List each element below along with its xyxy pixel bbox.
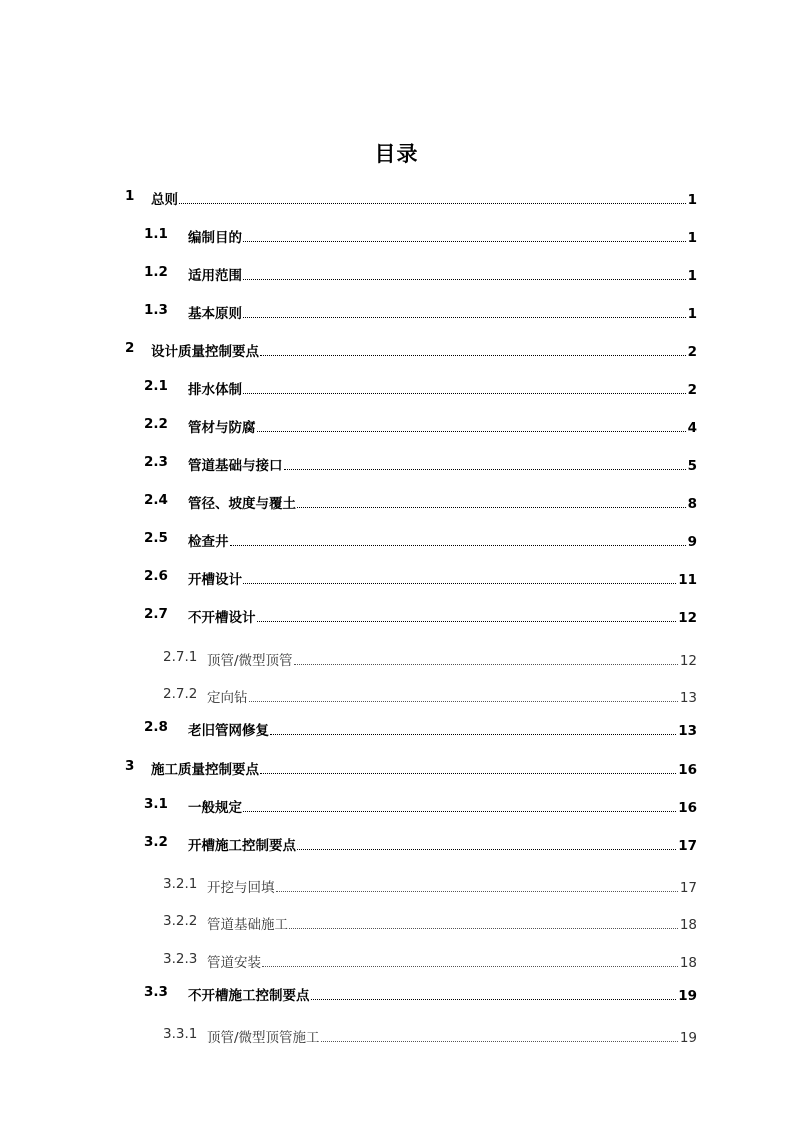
toc-label: 管道基础施工: [207, 917, 288, 933]
toc-label: 顶管/微型顶管施工: [207, 1030, 320, 1046]
toc-label: 管材与防腐: [188, 420, 256, 436]
toc-number: 2.7.1: [163, 649, 198, 665]
toc-entry[interactable]: [0, 606, 793, 626]
toc-number: 1.2: [144, 264, 168, 280]
toc-page-number: 2: [687, 382, 697, 398]
toc-page-number: 19: [678, 988, 697, 1004]
toc-entry[interactable]: [0, 492, 793, 512]
toc-page-number: 18: [679, 955, 697, 971]
toc-entry[interactable]: [0, 188, 793, 208]
toc-page-number: 19: [679, 1030, 697, 1046]
toc-label: 管道安装: [207, 955, 261, 971]
toc-entry[interactable]: [0, 302, 793, 322]
toc-entry[interactable]: [0, 1026, 793, 1046]
toc-page-number: 12: [678, 610, 697, 626]
toc-page-number: 11: [678, 572, 697, 588]
toc-label: 编制目的: [188, 230, 242, 246]
toc-leader: [249, 701, 678, 702]
toc-leader: [179, 203, 686, 204]
toc-leader: [243, 393, 686, 394]
toc-entry[interactable]: [0, 530, 793, 550]
toc-label: 管道基础与接口: [188, 458, 283, 474]
toc-label: 老旧管网修复: [188, 723, 269, 739]
toc-number: 2.7.2: [163, 686, 198, 702]
toc-page-number: 17: [679, 880, 697, 896]
toc-number: 2.6: [144, 568, 168, 584]
toc-leader: [270, 734, 676, 735]
toc-leader: [297, 507, 686, 508]
toc-number: 2.3: [144, 454, 168, 470]
toc-label: 基本原则: [188, 306, 242, 322]
toc-leader: [276, 891, 678, 892]
toc-page-number: 1: [687, 268, 697, 284]
toc-number: 2.5: [144, 530, 168, 546]
toc-entry[interactable]: [0, 796, 793, 816]
toc-page-number: 5: [687, 458, 697, 474]
toc-entry[interactable]: [0, 340, 793, 360]
toc-label: 检查井: [188, 534, 229, 550]
toc-page-number: 9: [687, 534, 697, 550]
toc-page-number: 1: [687, 192, 697, 208]
toc-number: 2.8: [144, 719, 168, 735]
toc-entry[interactable]: [0, 951, 793, 971]
toc-label: 总则: [151, 192, 178, 208]
toc-number: 1: [125, 188, 135, 204]
toc-number: 2.7: [144, 606, 168, 622]
toc-number: 2: [125, 340, 135, 356]
toc-label: 设计质量控制要点: [151, 344, 259, 360]
toc-page-number: 13: [678, 723, 697, 739]
toc-leader: [294, 664, 678, 665]
toc-page-number: 12: [679, 653, 697, 669]
toc-label: 一般规定: [188, 800, 242, 816]
toc-page-number: 17: [678, 838, 697, 854]
toc-entry[interactable]: [0, 226, 793, 246]
toc-label: 排水体制: [188, 382, 242, 398]
toc-number: 2.1: [144, 378, 168, 394]
toc-leader: [257, 621, 677, 622]
toc-entry[interactable]: [0, 876, 793, 896]
toc-label: 顶管/微型顶管: [207, 653, 293, 669]
toc-label: 施工质量控制要点: [151, 762, 259, 778]
toc-number: 3.2.2: [163, 913, 198, 929]
toc-entry[interactable]: [0, 378, 793, 398]
toc-page-number: 1: [687, 230, 697, 246]
toc-leader: [311, 999, 677, 1000]
toc-page-number: 8: [687, 496, 697, 512]
toc-entry[interactable]: [0, 416, 793, 436]
toc-title: 目录: [374, 142, 419, 166]
toc-number: 3.1: [144, 796, 168, 812]
toc-label: 不开槽设计: [188, 610, 256, 626]
toc-entry[interactable]: [0, 649, 793, 669]
toc-leader: [260, 773, 676, 774]
toc-number: 3.2.3: [163, 951, 198, 967]
toc-leader: [243, 583, 676, 584]
toc-label: 开槽设计: [188, 572, 242, 588]
toc-page-number: 16: [678, 800, 697, 816]
toc-number: 1.3: [144, 302, 168, 318]
toc-entry[interactable]: [0, 913, 793, 933]
toc-page-number: 1: [687, 306, 697, 322]
toc-leader: [262, 966, 678, 967]
toc-leader: [321, 1041, 678, 1042]
toc-leader: [260, 355, 686, 356]
toc-page-number: 13: [679, 690, 697, 706]
toc-page-number: 4: [687, 420, 697, 436]
toc-label: 不开槽施工控制要点: [188, 988, 310, 1004]
toc-number: 1.1: [144, 226, 168, 242]
toc-entry[interactable]: [0, 834, 793, 854]
toc-label: 适用范围: [188, 268, 242, 284]
toc-page-number: 2: [687, 344, 697, 360]
toc-leader: [243, 811, 676, 812]
toc-number: 2.4: [144, 492, 168, 508]
toc-entry[interactable]: [0, 984, 793, 1004]
toc-leader: [257, 431, 686, 432]
toc-page-number: 16: [678, 762, 697, 778]
toc-entry[interactable]: [0, 686, 793, 706]
toc-leader: [230, 545, 686, 546]
toc-leader: [243, 317, 686, 318]
toc-number: 3.2: [144, 834, 168, 850]
toc-number: 3.3: [144, 984, 168, 1000]
toc-label: 定向钻: [207, 690, 248, 706]
toc-label: 管径、坡度与覆土: [188, 496, 296, 512]
toc-entry[interactable]: [0, 719, 793, 739]
toc-number: 3.2.1: [163, 876, 198, 892]
toc-leader: [297, 849, 676, 850]
toc-label: 开槽施工控制要点: [188, 838, 296, 854]
toc-page-number: 18: [679, 917, 697, 933]
toc-entry[interactable]: [0, 264, 793, 284]
toc-number: 3.3.1: [163, 1026, 198, 1042]
toc-label: 开挖与回填: [207, 880, 275, 896]
toc-entry[interactable]: [0, 454, 793, 474]
toc-number: 3: [125, 758, 135, 774]
toc-entry[interactable]: [0, 568, 793, 588]
toc-number: 2.2: [144, 416, 168, 432]
toc-entry[interactable]: [0, 758, 793, 778]
toc-leader: [243, 279, 686, 280]
toc-leader: [284, 469, 686, 470]
toc-leader: [289, 928, 678, 929]
toc-leader: [243, 241, 686, 242]
